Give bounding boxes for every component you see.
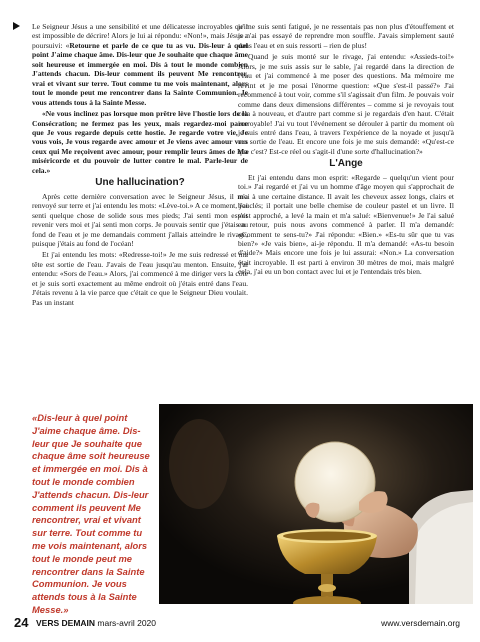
pull-quote: «Dis-leur à quel point J'aime chaque âme. Dis-leur que Je souhaite que chaque âme soit heureuse et immergée en moi. Dis à tout le monde combien J'attends chacun. Dis-leur comment ils peuvent Me rencontrer, vrai et vivant sur terre. Tout comme tu me vois maintenant, alors tout le monde peut me rencontrer dans la Sainte Communion. Je vous attends tous à la Sainte Messe.» [32, 408, 155, 598]
page-footer [0, 615, 480, 633]
communion-host-image [159, 404, 473, 604]
paragraph-text: Le Seigneur Jésus a une sensibilité et une délicatesse incroyables qu'il est impossible de décrire! Alors je lui ai répondu: «Non!», mais Jésus a poursuivi: « [32, 22, 248, 50]
left-column [32, 22, 248, 309]
paragraph: Après cette dernière conversation avec le Seigneur Jésus, il m'a renvoyé sur terre et j'ai entendu les mots: «Lève-toi.» A ce moment, j'ai senti quelque chose de solide sous mes pieds; J'ai senti mon esprit revenir vers moi et j'ai senti mon corps. Je pouvais sentir que j'étais au fond de l'eau et je me demandais comment j'allais atteindre le rivage, puisque j'étais au fond de l'océan! [32, 191, 248, 248]
website-link[interactable]: www.versdemain.org [381, 618, 460, 628]
paragraph [32, 109, 248, 175]
right-column [238, 22, 454, 279]
paragraph: Et j'ai entendu dans mon esprit: «Regarde – quelqu'un vient pour toi.» J'ai regardé et j'ai vu un homme d'âge moyen qui s'approchait de moi à une certaine distance. Il avait les cheveux assez longs, clairs et bouclés; il portait une belle chemise de couleur pastel et un livre. Il s'est approché, a levé la main et m'a salué: «Bienvenue!» Je l'ai salué en retour, puis nous avons commencé à parler. Il m'a demandé: «Comment te sens-tu?» J'ai répondu: «Bien.» «Es-tu sûr que tu vas bien?» «Je vais bien», ai-je répondu. Il m'a demandé: «As-tu besoin d'aide?» Mais encore une fois je lui assurai: «Non.» La conversation était incroyable. Il est parti à environ 30 mètres de moi, mais malgré cela, j'ai eu un bon contact avec lui et je l'entendais très bien. [238, 172, 454, 277]
page-number: 24 [14, 615, 29, 630]
section-heading: L'Ange [329, 158, 363, 170]
issue-date: mars-avril 2020 [97, 618, 156, 628]
communion-host-photo [159, 404, 473, 604]
section-arrow-icon [13, 22, 20, 30]
jesus-message-text: Retourne et parle de ce que tu as vu. Dis-leur à quel point J'aime chaque âme. Dis-leur que Je souhaite que chaque âme soit heureuse et immergée en moi. Dis à tout le monde combien J'attends chacun. Dis-leur comment ils peuvent Me rencontrer, vrai et vivant sur terre. Tout comme tu me vois maintenant, alors tout le monde peut me rencontrer dans la Sainte Communion. Je vous attends tous à la Sainte Messe. [32, 40, 248, 107]
magazine-info [36, 618, 156, 628]
section-heading: Une hallucination? [95, 177, 185, 189]
paragraph: Et j'ai entendu les mots: «Redresse-toi!» Je me suis redressé et ma tête est sortie de l'eau. J'avais de l'eau jusqu'au menton. Ensuite, j'ai entendu: «Sors de l'eau.» Alors, j'ai commencé à me diriger vers la côte et je suis sorti exactement au même endroit où j'étais entré dans l'eau. J'étais revenu à la vie parce que c'était ce que le Seigneur Dieu voulait. Pas un instant [32, 250, 248, 307]
paragraph: je me suis senti fatigué, je ne ressentais pas non plus d'étouffement et je n'ai pas essayé de reprendre mon souffle. J'avais simplement sauté dans l'eau et en suis ressorti – rien de plus! [238, 22, 454, 50]
jesus-message-text: «Ne vous inclinez pas lorsque mon prêtre lève l'hostie lors de la Consécration; ne fermez pas les yeux, mais regardez-moi parce que Je vous regarde depuis cette hostie. Je regarde votre vie, Je vous vois, Je vous regarde avec amour et Je viens avec amour vers ceux qui Me reçoivent avec amour, pour remplir leurs âmes de Ma miséricorde et du pouvoir de lutter contre le mal. Parle-leur de cela.» [32, 109, 248, 175]
magazine-name: VERS DEMAIN [36, 618, 96, 628]
paragraph [32, 22, 248, 107]
paragraph: Quand je suis monté sur le rivage, j'ai entendu: «Assieds-toi!» Alors, je me suis assis sur le sable, j'ai regardé dans la direction de l'eau et j'ai commencé à me poser des questions. Ma mémoire me revint et je me posai l'énorme question: «Que s'est-il passé?» J'ai recommencé à tout voir, comme s'il s'agissait d'un film. Je pouvais voir comme dans deux dimensions différentes – comme si je revoyais tout cela à nouveau, et d'autre part comme si je regardais d'en haut. C'était incroyable! J'ai vu tout l'événement se dérouler à partir du moment où je suis entré dans l'eau, à travers l'expérience de la noyade et jusqu'à ma sortie de l'eau. Et encore une fois je me suis demandé: «Qu'est-ce que c'est? Est-ce réel ou s'agit-il d'une sorte d'hallucination?» [238, 52, 454, 156]
